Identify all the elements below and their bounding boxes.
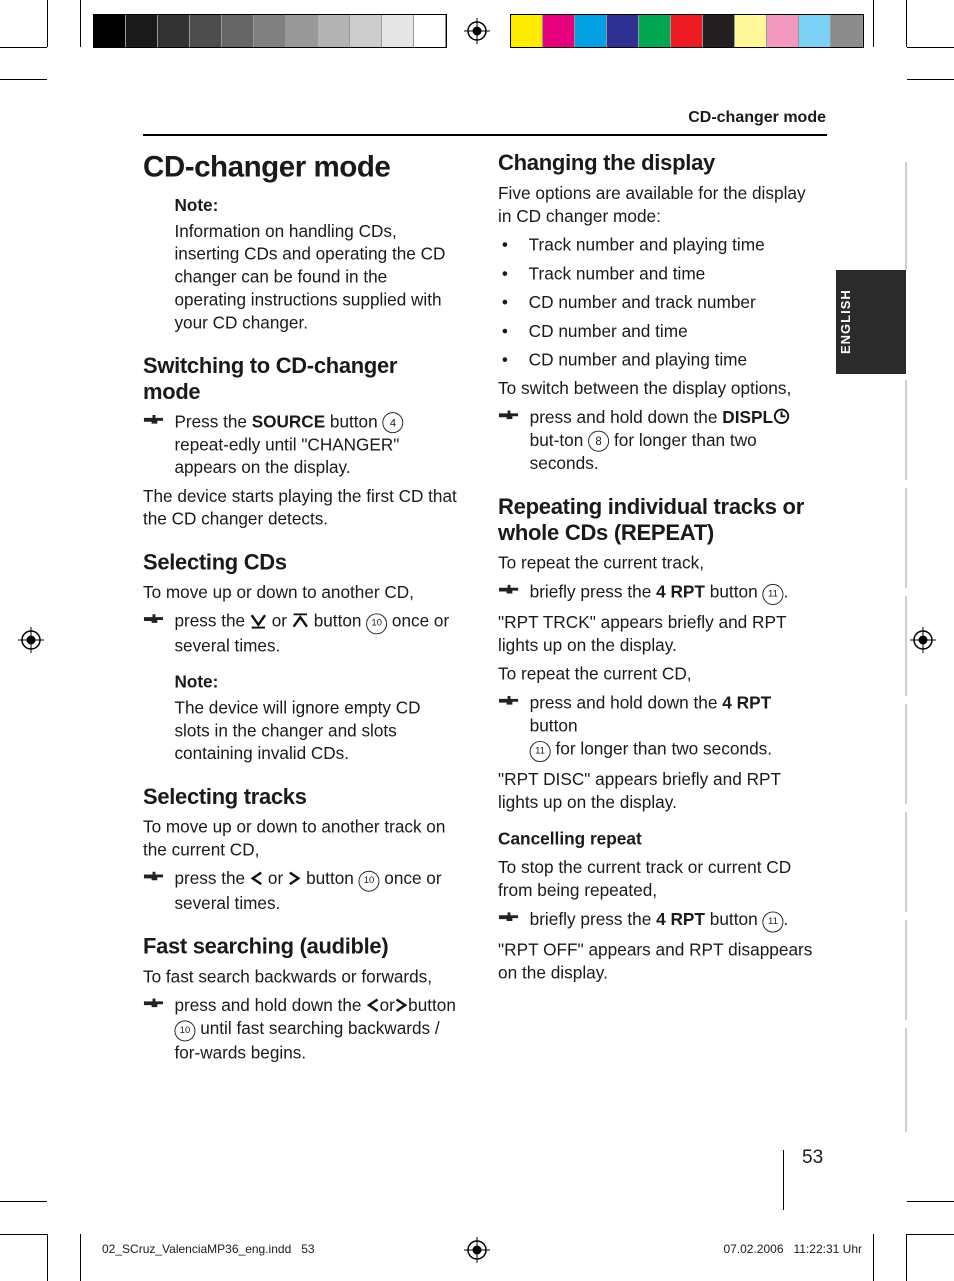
color-swatch [575, 15, 607, 47]
header-rule [143, 134, 827, 136]
paragraph: To stop the current track or current CD from being repeated, [498, 857, 792, 900]
instruction-step: press and hold down the or button 10 until fast searching backwards / for-wards begins. [143, 994, 458, 1065]
crop-mark [47, 0, 48, 47]
button-number-11: 11 [762, 584, 783, 605]
crop-mark [907, 47, 954, 48]
crop-mark [873, 1234, 874, 1281]
color-swatch [414, 15, 446, 47]
pointing-hand-icon [143, 870, 164, 883]
pointing-hand-icon [498, 409, 519, 422]
color-swatch [639, 15, 671, 47]
crop-mark [873, 0, 874, 47]
side-divider [905, 380, 907, 480]
list-item: • CD number and time [501, 321, 688, 341]
subheading-cancelling-repeat: Cancelling repeat [498, 829, 642, 849]
note-text: The device will ignore empty CD slots in the changer and slots containing invalid CDs. [174, 698, 421, 764]
down-arrow-icon [250, 613, 267, 628]
note-empty-slots [174, 671, 457, 765]
crop-mark [906, 1234, 907, 1281]
color-swatch [126, 15, 158, 47]
page-number-rule [783, 1150, 784, 1210]
crop-mark [0, 1234, 47, 1235]
left-column [143, 150, 458, 1070]
language-tab [836, 270, 906, 374]
side-divider [905, 704, 907, 804]
crop-mark [0, 47, 47, 48]
pointing-hand-icon [143, 413, 164, 426]
registration-mark-icon [464, 18, 490, 44]
color-swatch [735, 15, 767, 47]
side-divider [905, 488, 907, 588]
right-arrow-icon [288, 871, 301, 886]
gray-calibration-bar [93, 14, 447, 48]
button-number-10: 10 [366, 613, 387, 634]
list-item: • CD number and playing time [501, 350, 748, 370]
list-item: • CD number and track number [501, 292, 756, 312]
paragraph: To repeat the current CD, [498, 664, 692, 684]
section-heading-fast-search: Fast searching (audible) [143, 933, 389, 959]
color-swatch [222, 15, 254, 47]
color-swatch [671, 15, 703, 47]
running-head: CD-changer mode [688, 109, 826, 126]
color-swatch [607, 15, 639, 47]
side-divider [905, 162, 907, 270]
side-divider [905, 812, 907, 912]
paragraph: "RPT TRCK" appears briefly and RPT lights up on the display. [498, 612, 787, 655]
side-divider [905, 1028, 907, 1132]
color-swatch [703, 15, 735, 47]
crop-mark [80, 1234, 81, 1281]
button-number-8: 8 [588, 431, 609, 452]
paragraph: "RPT DISC" appears briefly and RPT lights up on the display. [498, 769, 781, 812]
crop-mark [907, 1201, 954, 1202]
button-number-11: 11 [762, 911, 783, 932]
note-text: Information on handling CDs, inserting CDs and operating the CD changer can be found in the operating instructions supplied with your CD changer. [174, 221, 446, 333]
crop-mark [0, 79, 47, 80]
registration-mark-icon [464, 1237, 490, 1263]
color-swatch [511, 15, 543, 47]
page-number: 53 [802, 1147, 824, 1168]
instruction-step: Press the SOURCE button 4 repeat-edly until "CHANGER" appears on the display. [143, 410, 458, 479]
pointing-hand-icon [143, 612, 164, 625]
color-swatch [767, 15, 799, 47]
button-number-10: 10 [359, 871, 380, 892]
color-swatch [254, 15, 286, 47]
registration-mark-icon [910, 627, 936, 653]
color-swatch [286, 15, 318, 47]
button-number-10: 10 [174, 1020, 195, 1041]
color-calibration-bar [510, 14, 864, 48]
list-item: • Track number and time [501, 263, 706, 284]
language-tab-label: ENGLISH [838, 289, 853, 354]
note-label: Note: [174, 195, 219, 215]
left-arrow-icon [250, 871, 263, 886]
instruction-step: press and hold down the DISPL but-ton 8 for longer than two seconds. [498, 406, 814, 475]
instruction-step: press the or button 10 once or several times. [143, 867, 458, 915]
paragraph: The device starts playing the first CD that the CD changer detects. [143, 486, 457, 529]
footer-timestamp: 07.02.2006 11:22:31 Uhr [723, 1242, 862, 1256]
footer-file-info: 02_SCruz_ValenciaMP36_eng.indd 53 [102, 1242, 315, 1256]
list-item: • Track number and playing time [501, 235, 765, 255]
instruction-step: briefly press the 4 RPT button 11 . [498, 908, 814, 933]
paragraph: To switch between the display options, [498, 378, 792, 399]
paragraph: To move up or down to another CD, [143, 582, 414, 602]
instruction-step: press the or button 10 once or several times. [143, 610, 458, 658]
paragraph: To fast search backwards or forwards, [143, 967, 432, 987]
crop-mark [80, 0, 81, 47]
color-swatch [318, 15, 350, 47]
color-swatch [543, 15, 575, 47]
pointing-hand-icon [498, 583, 519, 596]
paragraph: To repeat the current track, [498, 553, 705, 573]
section-heading-switching: Switching to CD-changer mode [143, 353, 398, 404]
section-heading-selecting-tracks: Selecting tracks [143, 783, 307, 809]
right-column [498, 150, 814, 990]
color-swatch [158, 15, 190, 47]
note-label: Note: [174, 672, 219, 692]
left-arrow-icon [366, 998, 379, 1013]
color-swatch [831, 15, 863, 47]
note-handling [174, 194, 457, 334]
crop-mark [907, 1234, 954, 1235]
crop-mark [906, 0, 907, 47]
section-heading-changing-display: Changing the display [498, 150, 716, 175]
clock-icon [773, 408, 790, 425]
color-swatch [94, 15, 126, 47]
crop-mark [47, 1234, 48, 1281]
right-arrow-icon [395, 998, 408, 1013]
color-swatch [799, 15, 831, 47]
registration-mark-icon [18, 627, 44, 653]
button-number-11: 11 [530, 741, 551, 762]
pointing-hand-icon [498, 694, 519, 707]
color-swatch [350, 15, 382, 47]
paragraph: To move up or down to another track on the current CD, [143, 817, 446, 860]
section-heading-repeat: Repeating individual tracks or whole CDs (REPEAT) [498, 493, 805, 545]
pointing-hand-icon [143, 997, 164, 1010]
color-swatch [190, 15, 222, 47]
section-heading-selecting-cds: Selecting CDs [143, 549, 287, 575]
up-arrow-icon [292, 613, 309, 628]
color-swatch [382, 15, 414, 47]
button-number-4: 4 [382, 412, 403, 433]
side-divider [905, 920, 907, 1020]
instruction-step: briefly press the 4 RPT button 11 . [498, 580, 814, 605]
paragraph: Five options are available for the display in CD changer mode: [498, 183, 806, 226]
instruction-step: press and hold down the 4 RPT button 11 for longer than two seconds. [498, 691, 814, 762]
pointing-hand-icon [498, 911, 519, 924]
paragraph: "RPT OFF" appears and RPT disappears on the display. [498, 940, 813, 983]
crop-mark [907, 79, 954, 80]
side-divider [905, 596, 907, 696]
crop-mark [0, 1201, 47, 1202]
page-title: CD-changer mode [143, 150, 391, 184]
